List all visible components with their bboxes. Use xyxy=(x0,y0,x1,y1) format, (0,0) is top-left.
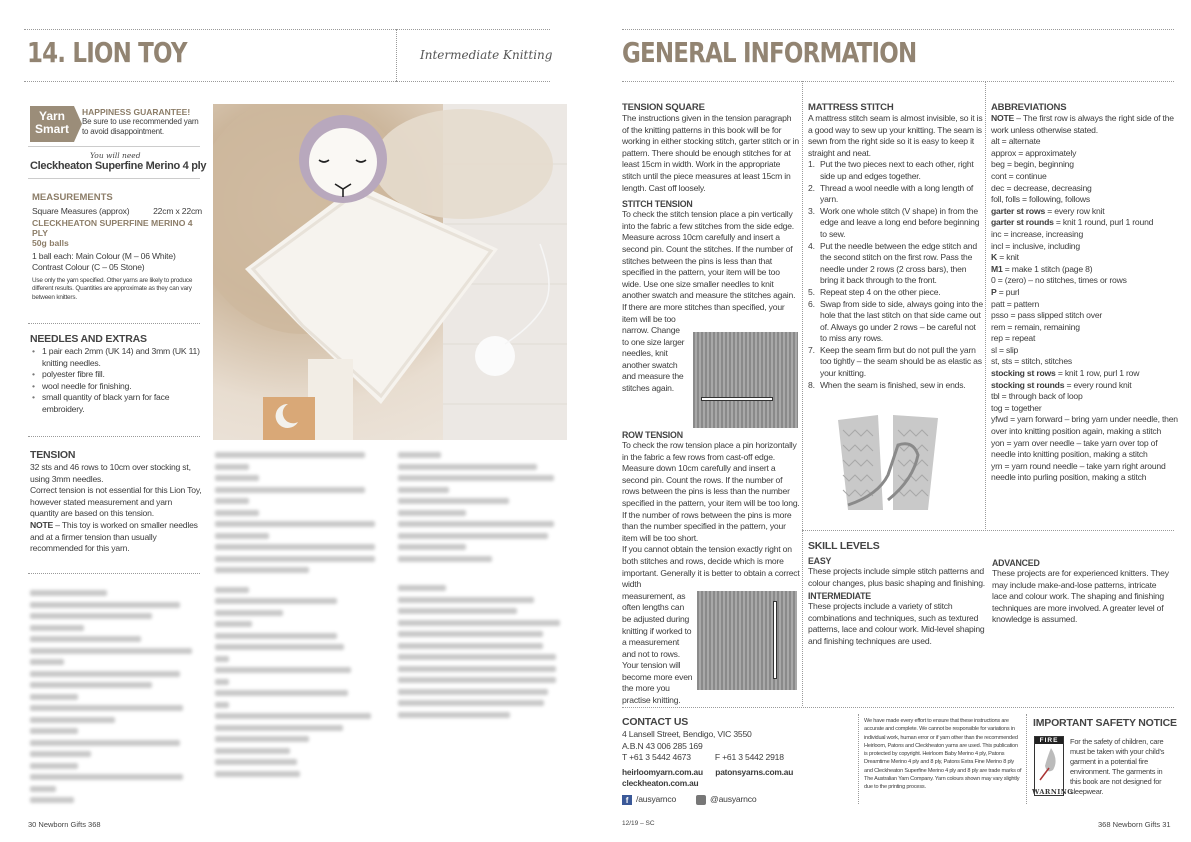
step-item: 6. Swap from side to side, always going into the hole that the last stitch on that side came out of. Always go under 2 rows – be careful not to miss any rows. xyxy=(808,298,983,344)
pattern-head-blurred xyxy=(30,590,200,809)
abbreviation-term: inc xyxy=(991,228,1002,239)
ruler-icon xyxy=(773,601,777,679)
step-item: 8. When the seam is finished, sew in ends. xyxy=(808,379,966,390)
contact-heading: CONTACT US xyxy=(622,716,689,728)
abbreviation-meaning: knit xyxy=(1006,252,1019,263)
advanced-text: These projects are for experienced knitters. They may include make-and-lose patterns, intricate lace and colour work. The shaping and finishing techniques are more involved. A greater level of knowledge is assumed. xyxy=(992,568,1169,625)
website-row xyxy=(622,767,857,790)
abbreviation-meaning: approximately xyxy=(1025,147,1077,158)
general-info-title: GENERAL INFORMATION xyxy=(622,36,917,69)
abbreviation-term: stocking st rows xyxy=(991,368,1056,379)
tension-note xyxy=(30,520,202,555)
column-divider xyxy=(802,81,803,706)
abbreviation-meaning: yarn forward – bring yarn under needle, then over into knitting position again, making a stitch xyxy=(991,414,1178,437)
divider xyxy=(28,323,200,324)
abbreviation-item: P = purl xyxy=(991,286,1020,297)
note-label: NOTE xyxy=(991,113,1015,123)
note-text: – This toy is worked on smaller needles and at a firmer tension than usually recommended for this yarn. xyxy=(30,519,198,554)
guarantee-heading: HAPPINESS GUARANTEE! xyxy=(82,107,191,117)
safety-heading xyxy=(1033,717,1177,730)
pattern-square-blurred xyxy=(398,452,568,723)
abbreviation-item: tog = together xyxy=(991,402,1042,413)
tension-text: Correct tension is not essential for this Lion Toy, however stated measurement and yarn quantity are based on this tension. xyxy=(30,485,202,519)
abbreviation-item: stocking st rounds = every round knit xyxy=(991,379,1132,390)
disclaimer: We have made every effort to ensure that these instructions are accurate and complete. We cannot be responsible for variations in individual work, human error or if yarn other than the recommended Heirloom, Patons and Cleckheaton yarns are used. This publication is protected by copyright. Heirloom Baby Merino 4 ply, Patons Dreamtime Merino 4 ply and 8 ply, Patons Extra Fine Merino 8 ply and Cleckheaton Superfine Merino 4 ply and 8 ply are trade marks of The Australian Yarn Company. Yarn colours shown may vary slightly due to the printing process. xyxy=(864,718,1022,791)
abbreviation-item: st, sts = stitch, stitches xyxy=(991,356,1073,367)
abbreviation-item: dec = decrease, decreasing xyxy=(991,182,1092,193)
happiness-guarantee xyxy=(82,107,202,137)
easy-heading: EASY xyxy=(808,556,832,566)
abbreviation-meaning: every round knit xyxy=(1073,379,1132,390)
skill-levels-heading: SKILL LEVELS xyxy=(808,540,880,552)
stitch-tension-text: To check the stitch tension place a pin vertically into the fabric a few stitches from the side edge. Measure across 10cm carefully and insert a second pin. Count the stitches. If the number of stitches between the pins is less than that specified in the pattern, your item will be too wide. Use one size smaller needles to knit another swatch and measure the stitches again. If there are more stitches than specified, your xyxy=(622,209,796,312)
pattern-head-cont-blurred xyxy=(215,452,385,782)
abbreviation-term: incl xyxy=(991,240,1004,251)
abbreviation-meaning: begin, beginning xyxy=(1013,159,1074,170)
step-item: 5. Repeat step 4 on the other piece. xyxy=(808,286,941,297)
abbreviation-term: 0 xyxy=(991,275,996,286)
step-item: 2. Thread a wool needle with a long length of yarn. xyxy=(808,182,974,205)
fire-warning-icon xyxy=(1034,736,1064,796)
abbreviation-meaning: knit 1 row, purl 1 row xyxy=(1064,368,1140,379)
needles-list xyxy=(30,346,202,416)
abbreviation-term: foll, folls xyxy=(991,194,1020,205)
abbreviation-item: yon = yarn over needle – take yarn over top of needle into knitting position, making a stitch xyxy=(991,437,1158,460)
divider xyxy=(396,29,550,30)
safety-text: For the safety of children, care must be taken with your child's garment in a potential fire environment. The garments in this book are not designed for sleepwear. xyxy=(1070,737,1165,796)
yarn-name: Cleckheaton Superfine Merino 4 ply xyxy=(30,160,207,172)
colour-line: 1 ball each: Main Colour (M – 06 White) xyxy=(32,250,176,261)
divider xyxy=(28,178,200,179)
phone-row xyxy=(622,752,857,764)
tension-heading: TENSION xyxy=(30,449,76,461)
abbreviation-term: alt xyxy=(991,136,1000,147)
abbreviation-term: approx xyxy=(991,147,1017,158)
website-link[interactable]: cleckheaton.com.au xyxy=(622,778,699,789)
divider xyxy=(28,436,200,437)
page-footer-right: 368 Newborn Gifts 31 xyxy=(1098,820,1171,829)
abbreviation-meaning: yarn over needle – take yarn over top of needle into knitting position, making a stitch xyxy=(991,437,1158,460)
colour-line: Contrast Colour (C – 05 Stone) xyxy=(32,262,145,273)
fire-label: FIRE xyxy=(1035,737,1063,744)
column-divider xyxy=(985,81,986,529)
row-tension-heading: ROW TENSION xyxy=(622,430,683,440)
facebook-link[interactable]: /ausyarnco xyxy=(636,793,677,804)
abbreviation-term: dec xyxy=(991,182,1005,193)
stitch-swatch-image xyxy=(693,332,798,428)
balls-heading: 50g balls xyxy=(32,237,69,248)
you-will-need-label: You will need xyxy=(90,151,141,160)
abbreviation-term: rep xyxy=(991,333,1003,344)
print-code: 12/19 – SC xyxy=(622,820,655,827)
badge-line: Smart xyxy=(34,122,69,136)
phone: T +61 3 5442 4673 xyxy=(622,752,691,763)
abbreviation-meaning: remain, remaining xyxy=(1014,321,1080,332)
abbreviation-meaning: decrease, decreasing xyxy=(1013,182,1092,193)
stitch-tension-heading: STITCH TENSION xyxy=(622,199,693,210)
needles-section xyxy=(30,333,202,416)
abn: A.B.N 43 006 285 169 xyxy=(622,740,703,751)
abbreviation-term: K xyxy=(991,252,998,263)
divider xyxy=(802,530,1174,531)
measure-value: 22cm x 22cm xyxy=(153,206,202,216)
abbreviations-heading: ABBREVIATIONS xyxy=(991,102,1067,113)
abbreviation-item: tbl = through back of loop xyxy=(991,391,1083,402)
abbreviations-list xyxy=(991,136,1181,484)
abbreviation-meaning: through back of loop xyxy=(1008,391,1083,402)
flame-match-icon xyxy=(1035,744,1063,782)
abbreviation-item: rep = repeat xyxy=(991,333,1036,344)
abbreviation-item: yrn = yarn round needle – take yarn right around needle into purling position, making a stitch xyxy=(991,460,1166,483)
safety-title: IMPORTANT SAFETY NOTICE xyxy=(1033,717,1177,729)
mattress-stitch-diagram xyxy=(838,410,943,515)
yarn-heading: CLECKHEATON SUPERFINE MERINO 4 PLY xyxy=(32,217,193,238)
abbreviations-section xyxy=(991,102,1181,484)
row-tension-text: If you cannot obtain the tension exactly right on both stitches and rows, decide which is more important. Generally it is better to obtain a correct xyxy=(622,544,800,578)
abbreviation-term: M1 xyxy=(991,263,1003,274)
divider xyxy=(28,573,200,574)
abbreviation-term: garter st rows xyxy=(991,205,1046,216)
abbreviation-term: garter st rounds xyxy=(991,217,1054,228)
abbreviation-item: garter st rounds = knit 1 round, purl 1 round xyxy=(991,217,1154,228)
abbreviation-item: yfwd = yarn forward – bring yarn under needle, then over into knitting position again, making a stitch xyxy=(991,414,1178,437)
guarantee-text: Be sure to use recommended yarn to avoid disappointment. xyxy=(82,117,199,136)
abbreviation-item: inc = increase, increasing xyxy=(991,228,1084,239)
needles-heading: NEEDLES AND EXTRAS xyxy=(30,333,147,345)
warning-label: WARNING xyxy=(1032,788,1074,796)
easy-text: These projects include simple stitch patterns and colour changes, plus basic shaping and finishing. xyxy=(808,566,985,588)
divider xyxy=(396,81,550,82)
abbreviation-item: garter st rows = every row knit xyxy=(991,205,1105,216)
list-item: • small quantity of black yarn for face embroidery. xyxy=(30,392,202,415)
advanced-heading: ADVANCED xyxy=(992,558,1040,568)
measurements-heading: MEASUREMENTS xyxy=(32,192,113,203)
abbreviation-item: 0 = (zero) – no stitches, times or rows xyxy=(991,275,1127,286)
abbreviation-item: approx = approximately xyxy=(991,147,1077,158)
abbreviations-note xyxy=(991,113,1181,136)
note-text: – The first row is always the right side of the work unless otherwise stated. xyxy=(991,113,1174,135)
page-footer-left: 30 Newborn Gifts 368 xyxy=(28,820,101,829)
abbreviation-meaning: yarn round needle – take yarn right around needle into purling position, making a stitch xyxy=(991,460,1166,483)
abbreviation-meaning: every row knit xyxy=(1054,205,1105,216)
abbreviation-term: rem xyxy=(991,321,1006,332)
stitch-tension-wrap: item will be too narrow. Change to one size larger needles, knit another swatch and measure the stitches again. xyxy=(622,313,685,394)
divider xyxy=(396,29,397,81)
measure-row xyxy=(32,206,202,218)
abbreviation-meaning: (zero) – no stitches, times or rows xyxy=(1004,275,1127,286)
skill-levels-section xyxy=(808,540,988,648)
tension-text: 32 sts and 46 rows to 10cm over stocking st, using 3mm needles. xyxy=(30,462,191,484)
lion-toy-photo xyxy=(213,104,567,440)
abbreviation-term: P xyxy=(991,286,997,297)
abbreviation-meaning: together xyxy=(1011,402,1042,413)
abbreviation-meaning: alternate xyxy=(1008,136,1041,147)
abbreviation-item: alt = alternate xyxy=(991,136,1041,147)
mattress-heading: MATTRESS STITCH xyxy=(808,102,894,113)
abbreviation-term: tbl xyxy=(991,391,1000,402)
list-item: • wool needle for finishing. xyxy=(30,381,202,393)
abbreviation-term: cont xyxy=(991,170,1007,181)
facebook-icon: f xyxy=(622,795,632,805)
badge-line: Yarn xyxy=(38,109,65,123)
tension-section xyxy=(30,449,202,555)
abbreviation-item: beg = begin, beginning xyxy=(991,159,1074,170)
abbreviation-meaning: knit 1 round, purl 1 round xyxy=(1062,217,1154,228)
abbreviation-term: beg xyxy=(991,159,1005,170)
abbreviation-term: st, sts xyxy=(991,356,1013,367)
divider xyxy=(28,146,200,147)
abbreviation-meaning: pass slipped stitch over xyxy=(1017,310,1103,321)
instagram-link[interactable]: @ausyarnco xyxy=(710,793,757,804)
row-tension-wrap: width measurement, as often lengths can be adjusted during knitting if worked to a measurement and not to rows. Your tension will become more even the more you practise knitting. xyxy=(622,579,693,706)
abbreviation-meaning: continue xyxy=(1015,170,1047,181)
row-swatch-image xyxy=(697,591,797,690)
intermediate-heading: INTERMEDIATE xyxy=(808,591,871,602)
measurements-section xyxy=(32,192,202,303)
abbreviation-meaning: pattern xyxy=(1013,298,1040,309)
mattress-steps xyxy=(808,159,983,391)
measure-label: Square Measures (approx) xyxy=(32,206,130,216)
yarn-smart-badge xyxy=(30,106,74,142)
abbreviation-item: sl = slip xyxy=(991,344,1019,355)
social-row xyxy=(622,794,857,806)
ruler-icon xyxy=(701,397,773,401)
abbreviation-item: patt = pattern xyxy=(991,298,1040,309)
page-title: 14. LION TOY xyxy=(27,36,187,69)
row-tension-text: To check the row tension place a pin horizontally in the fabric a few rows from cast-off edge. Measure down 10cm carefully and insert a second pin. Count the rows. If the number of rows between the pins is less than the number specified in the pattern, your item will be too long. If the number of rows between the pins is more than the number specified in the pattern, your item will be too short. xyxy=(622,440,800,543)
abbreviation-term: patt xyxy=(991,298,1005,309)
abbreviation-term: yfwd xyxy=(991,414,1008,425)
divider xyxy=(622,81,1174,82)
website-link[interactable]: heirloomyarn.com.au xyxy=(622,766,703,777)
abbreviation-meaning: increase, increasing xyxy=(1010,228,1084,239)
advanced-section xyxy=(992,558,1172,626)
skill-level-label: Intermediate Knitting xyxy=(420,48,553,62)
abbreviation-meaning: purl xyxy=(1005,286,1020,297)
contact-section xyxy=(622,716,857,806)
fax: F +61 3 5442 2918 xyxy=(714,752,784,763)
abbreviation-term: sl xyxy=(991,344,997,355)
mattress-intro: A mattress stitch seam is almost invisible, so it is a good way to sew up your knitting. The seam is sewn from the right side so it is easy to keep it straight and neat. xyxy=(808,113,983,158)
website-link[interactable]: patonsyarns.com.au xyxy=(715,766,794,777)
list-item: • polyester fibre fill. xyxy=(30,369,202,381)
abbreviation-item: stocking st rows = knit 1 row, purl 1 row xyxy=(991,368,1140,379)
abbreviation-meaning: make 1 stitch (page 8) xyxy=(1011,263,1093,274)
abbreviation-term: stocking st rounds xyxy=(991,379,1065,390)
divider xyxy=(858,714,859,804)
list-item: • 1 pair each 2mm (UK 14) and 3mm (UK 11) knitting needles. xyxy=(30,346,202,369)
abbreviation-meaning: inclusive, including xyxy=(1012,240,1080,251)
abbreviation-meaning: slip xyxy=(1006,344,1019,355)
abbreviation-item: cont = continue xyxy=(991,170,1047,181)
step-item: 1. Put the two pieces next to each other, right side up and edges together. xyxy=(808,159,974,181)
abbreviation-item: psso = pass slipped stitch over xyxy=(991,310,1103,321)
abbreviation-term: tog xyxy=(991,402,1003,413)
abbreviation-item: rem = remain, remaining xyxy=(991,321,1080,332)
address: 4 Lansell Street, Bendigo, VIC 3550 xyxy=(622,729,752,739)
tension-square-text: The instructions given in the tension paragraph of the knitting patterns in this book will be for working in either stocking stitch, garter stitch or in pattern. There should be enough stitches for at least 15cm in width. Work in the appropriate stitch until the piece measures at least 15cm in length. Cast off loosely. xyxy=(622,113,799,193)
abbreviation-term: psso xyxy=(991,310,1009,321)
note-label: NOTE xyxy=(30,519,54,530)
divider xyxy=(622,707,1174,708)
step-item: 3. Work one whole stitch (V shape) in from the edge and leave a long end before beginning to sew. xyxy=(808,205,980,239)
abbreviation-term: yon xyxy=(991,437,1005,448)
abbreviation-item: K = knit xyxy=(991,252,1019,263)
mattress-stitch-section xyxy=(808,102,983,391)
step-item: 4. Put the needle between the edge stitch and the second stitch on the first row. Pass the needle under 2 rows (2 cross bars), then bring it back through to the front. xyxy=(808,240,977,286)
abbreviation-item: M1 = make 1 stitch (page 8) xyxy=(991,263,1093,274)
divider xyxy=(622,29,1174,30)
divider xyxy=(1026,714,1027,804)
yarn-note: Use only the yarn specified. Other yarns are likely to produce different results. Quantities are approximate as they can vary between knitters. xyxy=(32,276,193,301)
step-item: 7. Keep the seam firm but do not pull the yarn too tightly – the seam should be as elastic as your knitting. xyxy=(808,344,982,379)
photo-illustration xyxy=(213,104,567,440)
abbreviation-meaning: following, follows xyxy=(1029,194,1090,205)
abbreviation-term: yrn xyxy=(991,460,1003,471)
intermediate-text: These projects include a variety of stitch combinations and techniques, such as textured patterns, lace and colour work. Mid-level shaping and finishing techniques are used. xyxy=(808,601,985,646)
instagram-icon xyxy=(696,795,706,805)
abbreviation-meaning: repeat xyxy=(1012,333,1036,344)
abbreviation-item: incl = inclusive, including xyxy=(991,240,1080,251)
abbreviation-meaning: stitch, stitches xyxy=(1021,356,1073,367)
abbreviation-item: foll, folls = following, follows xyxy=(991,194,1090,205)
tension-square-heading: TENSION SQUARE xyxy=(622,102,705,113)
